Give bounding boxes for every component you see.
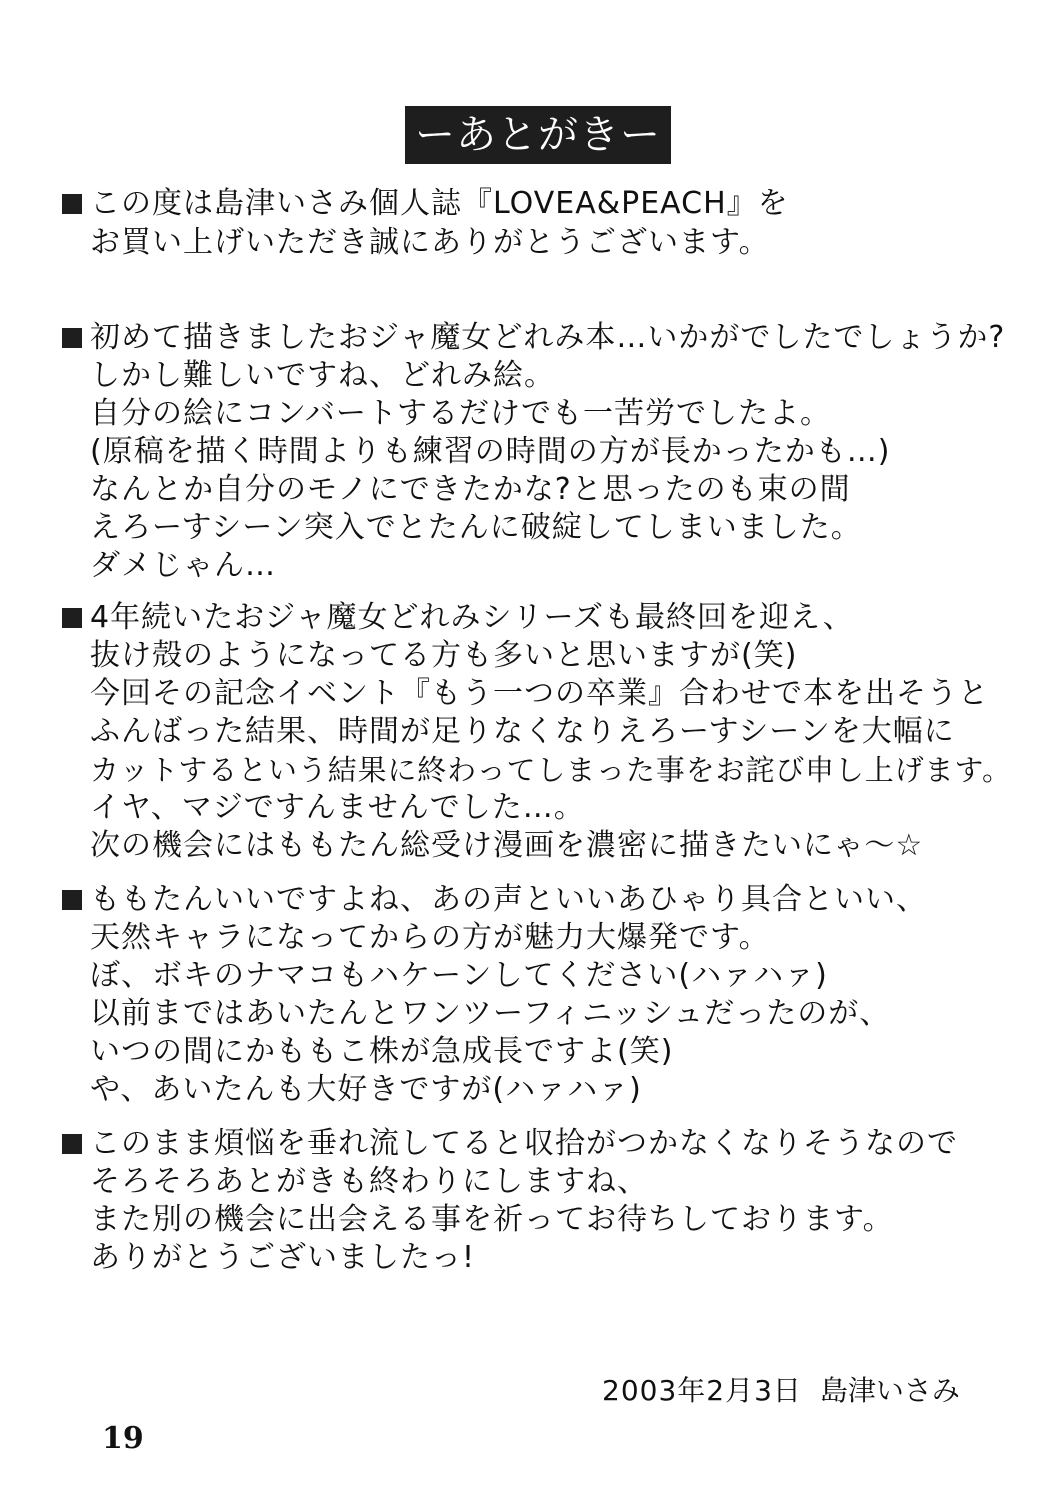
- paragraph-line: 天然キャラになってからの方が魅力大爆発です。: [90, 920, 770, 955]
- paragraph-line: 次の機会にはももたん総受け漫画を濃密に描きたいにゃ〜☆: [90, 828, 924, 863]
- paragraph-line: (原稿を描く時間よりも練習の時間の方が長かったかも…): [90, 434, 891, 469]
- paragraph-line: この度は島津いさみ個人誌『LOVEA&PEACH』を: [90, 186, 789, 221]
- paragraph-line: カットするという結果に終わってしまった事をお詫び申し上げます。: [90, 753, 1012, 787]
- paragraph-line: ふんばった結果、時間が足りなくなりえろーすシーンを大幅に: [90, 714, 955, 749]
- bullet-square-icon: [62, 194, 82, 214]
- paragraph-line: 自分の絵にコンバートするだけでも一苦労でしたよ。: [90, 396, 831, 431]
- paragraph-line: 抜け殻のようになってる方も多いと思いますが(笑): [90, 638, 798, 673]
- signature-date: 2003年2月3日: [602, 1374, 802, 1407]
- bullet-square-icon: [62, 328, 82, 348]
- paragraph-line: イヤ、マジですんませんでした…。: [90, 790, 585, 825]
- paragraph-line: えろーすシーン突入でとたんに破綻してしまいました。: [90, 510, 862, 545]
- paragraph-line: ダメじゃん…: [90, 548, 276, 583]
- paragraph-line: しかし難しいですね、どれみ絵。: [90, 358, 555, 393]
- page-number: 19: [102, 1421, 144, 1456]
- signature: [602, 1374, 960, 1408]
- paragraph-line: 4年続いたおジャ魔女どれみシリーズも最終回を迎え、: [90, 600, 854, 635]
- paragraph-line: ありがとうございましたっ!: [90, 1240, 476, 1275]
- paragraph-line: お買い上げいただき誠にありがとうございます。: [90, 225, 770, 260]
- paragraph-line: 今回その記念イベント『もう一つの卒業』合わせで本を出そうと: [90, 676, 989, 711]
- paragraph-line: また別の機会に出会える事を祈ってお待ちしております。: [90, 1202, 894, 1237]
- bullet-square-icon: [62, 890, 82, 910]
- bullet-square-icon: [62, 1134, 82, 1154]
- paragraph-line: いつの間にかももこ株が急成長ですよ(笑): [90, 1034, 674, 1069]
- paragraph-line: 以前まではあいたんとワンツーフィニッシュだったのが、: [90, 996, 891, 1031]
- paragraph-line: このまま煩悩を垂れ流してると収拾がつかなくなりそうなので: [90, 1126, 958, 1161]
- bullet-square-icon: [62, 608, 82, 628]
- paragraph-line: そろそろあとがきも終わりにしますね、: [90, 1164, 648, 1199]
- paragraph-line: 初めて描きましたおジャ魔女どれみ本…いかがでしたでしょうか?: [90, 320, 1006, 355]
- paragraph-line: なんとか自分のモノにできたかな?と思ったのも束の間: [90, 472, 851, 507]
- paragraph-line: ぼ、ボキのナマコもハケーンしてください(ハァハァ): [90, 958, 828, 993]
- paragraph-line: ももたんいいですよね、あの声といいあひゃり具合といい、: [90, 882, 927, 917]
- paragraph-line: や、あいたんも大好きですが(ハァハァ): [90, 1072, 642, 1107]
- signature-author: 島津いさみ: [819, 1374, 960, 1407]
- afterword-title: ーあとがきー: [405, 106, 671, 164]
